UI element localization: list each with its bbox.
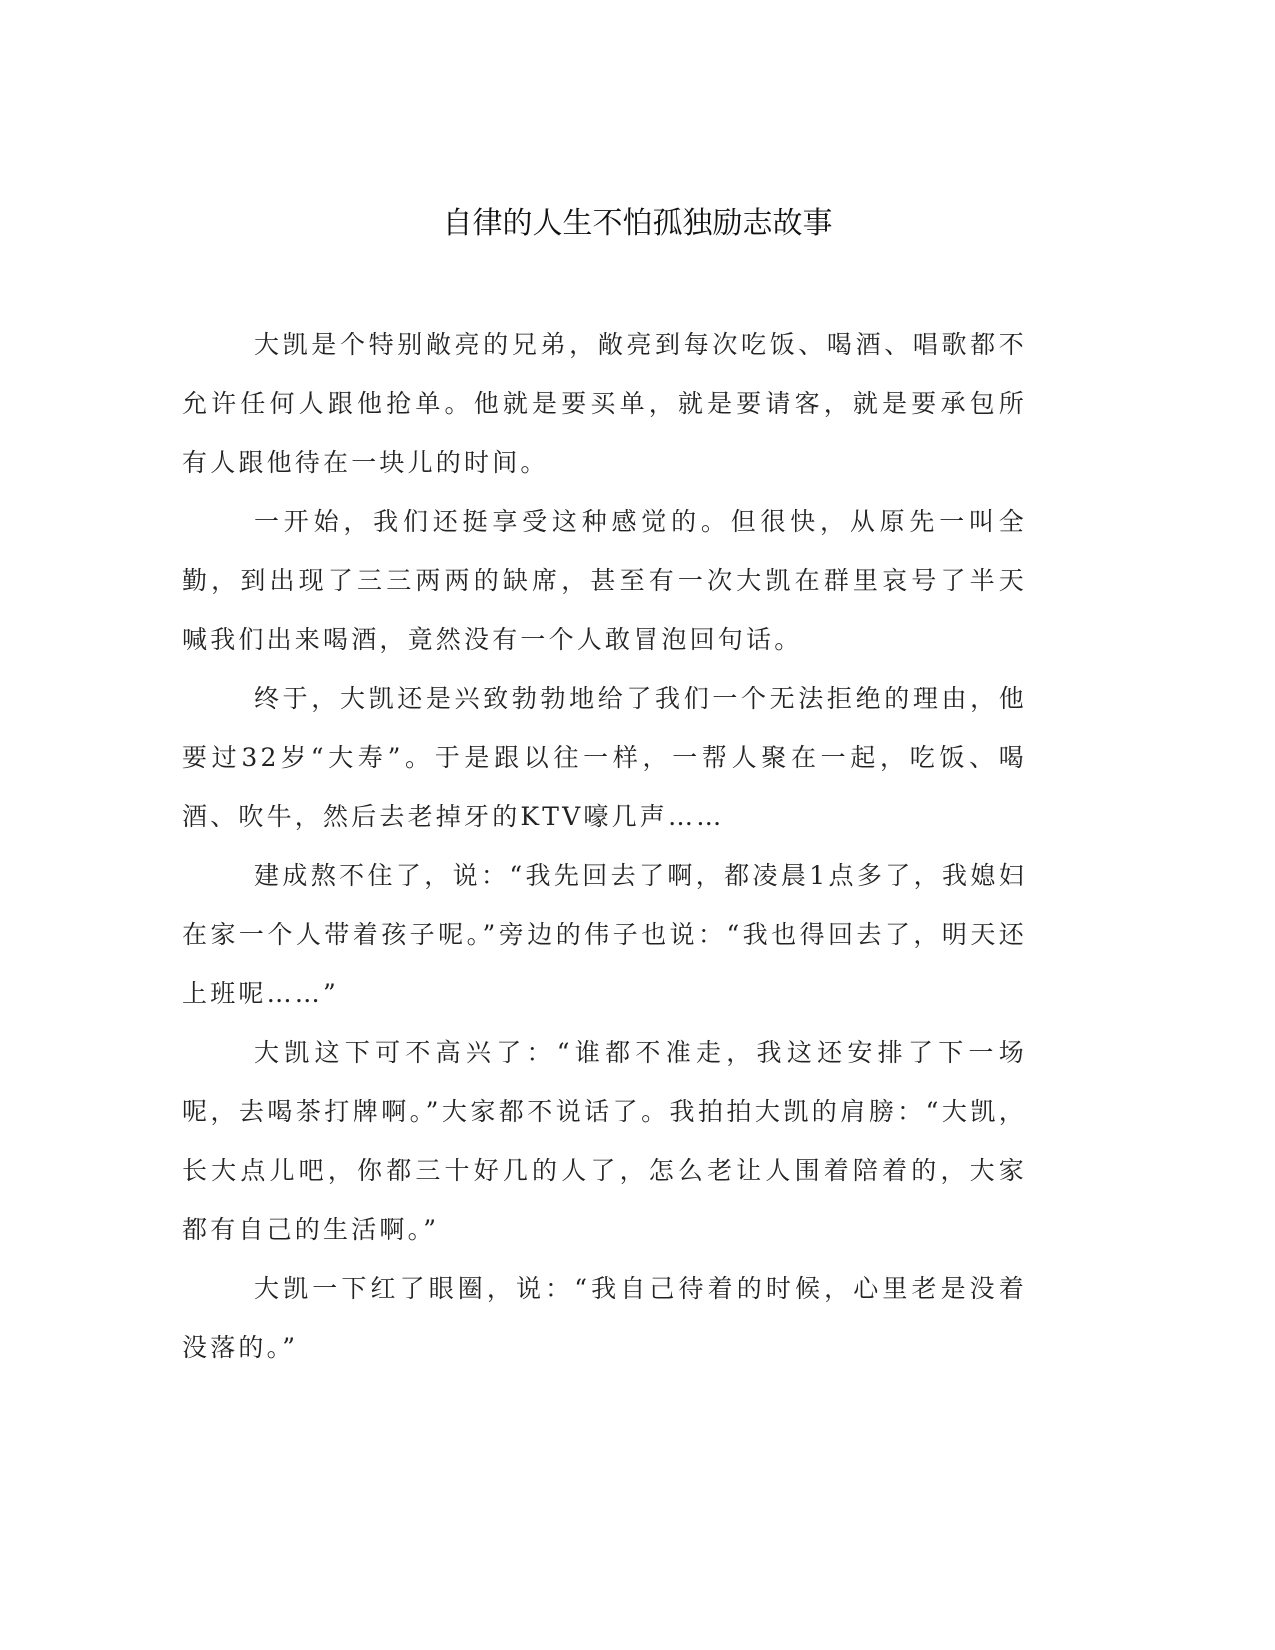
- paragraph: 大凯是个特别敞亮的兄弟，敞亮到每次吃饭、喝酒、唱歌都不允许任何人跟他抢单。他就是要买单，就是要请客，就是要承包所有人跟他待在一块儿的时间。: [182, 330, 1027, 477]
- paragraph: 大凯这下可不高兴了：“谁都不准走，我这还安排了下一场呢，去喝茶打牌啊。”大家都不说话了。我拍拍大凯的肩膀：“大凯，长大点儿吧，你都三十好几的人了，怎么老让人围着陪着的，大家都有自己的生活啊。”: [182, 1038, 1027, 1244]
- document-title: 自律的人生不怕孤独励志故事: [442, 206, 833, 241]
- paragraph: 一开始，我们还挺享受这种感觉的。但很快，从原先一叫全勤，到出现了三三两两的缺席，甚至有一次大凯在群里哀号了半天喊我们出来喝酒，竟然没有一个人敢冒泡回句话。: [182, 507, 1027, 654]
- paragraph: 大凯一下红了眼圈，说：“我自己待着的时候，心里老是没着没落的。”: [182, 1274, 1027, 1362]
- paragraph: 建成熬不住了，说：“我先回去了啊，都凌晨1点多了，我媳妇在家一个人带着孩子呢。”旁边的伟子也说：“我也得回去了，明天还上班呢……”: [182, 861, 1027, 1008]
- document-body: [182, 315, 1027, 1377]
- paragraph: 终于，大凯还是兴致勃勃地给了我们一个无法拒绝的理由，他要过32岁“大寿”。于是跟以往一样，一帮人聚在一起，吃饭、喝酒、吹牛，然后去老掉牙的KTV嚎几声……: [182, 684, 1027, 831]
